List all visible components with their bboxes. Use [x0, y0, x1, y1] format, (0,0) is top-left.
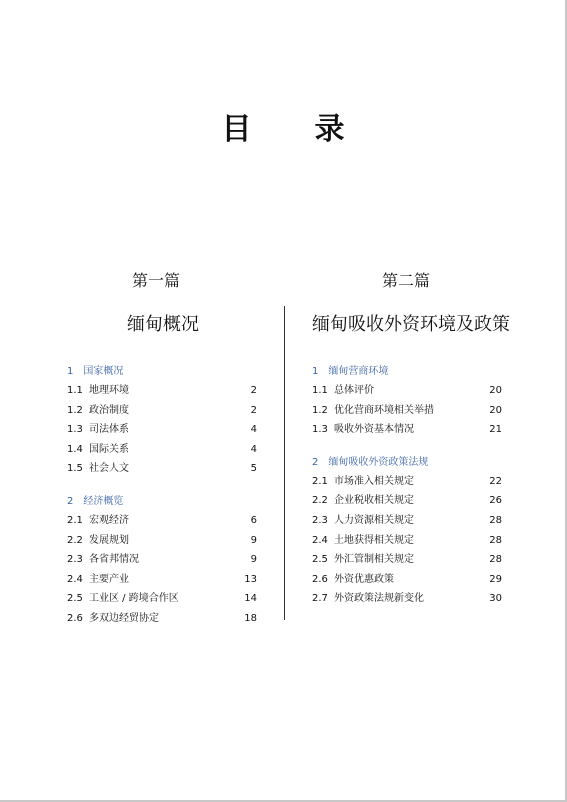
toc-entry[interactable]: [312, 589, 502, 609]
toc-entry-title: [312, 570, 394, 590]
toc-entry-title: [312, 472, 414, 492]
section-spacer: [67, 479, 257, 492]
toc-entry-text: 发展规划: [89, 534, 129, 546]
toc-entry-title: [67, 511, 129, 531]
toc-entry-number: 2.3: [312, 514, 328, 526]
toc-entry-text: 外资政策法规新变化: [334, 593, 424, 605]
section-spacer: [312, 440, 502, 453]
toc-entry-number: 2.5: [67, 593, 83, 605]
toc-entry-title: [312, 381, 374, 401]
part2-toc: [312, 362, 502, 609]
toc-entry[interactable]: [67, 589, 257, 609]
toc-entry-page: 5: [250, 463, 257, 475]
toc-entry[interactable]: [312, 420, 502, 440]
toc-section-heading: 2 缅甸吸收外资政策法规: [312, 456, 429, 468]
toc-entry-number: 2.6: [312, 573, 328, 585]
toc-entry-number: 2.2: [312, 495, 328, 507]
toc-entry[interactable]: [67, 550, 257, 570]
toc-entry-title: [67, 381, 129, 401]
toc-entry-text: 多双边经贸协定: [89, 612, 159, 624]
toc-entry-page: 2: [250, 404, 257, 416]
toc-entry[interactable]: [67, 609, 257, 629]
toc-entry[interactable]: [67, 511, 257, 531]
toc-entry-number: 2.5: [312, 554, 328, 566]
title-char-1: 目: [221, 112, 253, 147]
toc-entry[interactable]: [312, 550, 502, 570]
toc-entry-page: 26: [489, 495, 502, 507]
toc-entry-text: 外资优惠政策: [334, 573, 394, 585]
toc-entry-text: 人力资源相关规定: [334, 514, 414, 526]
toc-entry-page: 21: [489, 424, 502, 436]
toc-entry-title: [312, 420, 414, 440]
toc-entry-number: 1.4: [67, 443, 83, 455]
toc-entry[interactable]: [67, 420, 257, 440]
toc-entry[interactable]: [67, 401, 257, 421]
toc-entry-page: 4: [250, 443, 257, 455]
toc-entry-page: 6: [250, 514, 257, 526]
column-divider: [284, 306, 285, 620]
toc-entry-number: 1.3: [67, 424, 83, 436]
toc-entry-title: [67, 440, 129, 460]
toc-entry[interactable]: [67, 531, 257, 551]
toc-entry-number: 1.2: [67, 404, 83, 416]
toc-entry-page: 20: [489, 404, 502, 416]
toc-entry-page: 28: [489, 514, 502, 526]
toc-entry-page: 13: [244, 573, 257, 585]
toc-entry-text: 主要产业: [89, 573, 129, 585]
toc-entry-number: 2.1: [67, 514, 83, 526]
toc-entry-title: [67, 401, 129, 421]
toc-entry-number: 1.1: [67, 385, 83, 396]
toc-entry-title: [312, 401, 434, 421]
toc-entry-page: 9: [250, 554, 257, 566]
toc-entry-page: 9: [250, 534, 257, 546]
toc-entry-number: 2.3: [67, 554, 83, 566]
toc-entry-text: 土地获得相关规定: [334, 534, 414, 546]
toc-entry-text: 司法体系: [89, 424, 129, 436]
toc-entry-text: 企业税收相关规定: [334, 495, 414, 507]
toc-entry-number: 1.5: [67, 463, 83, 475]
part1-name: 缅甸概况: [127, 314, 199, 335]
toc-entry[interactable]: [312, 570, 502, 590]
toc-section-heading: 1 缅甸营商环境: [312, 366, 389, 377]
toc-entry-page: 20: [489, 385, 502, 396]
toc-entry-text: 工业区 / 跨境合作区: [89, 593, 179, 605]
toc-entry-text: 吸收外资基本情况: [334, 424, 414, 436]
part1-toc: [67, 362, 257, 629]
toc-entry-page: 22: [489, 475, 502, 487]
toc-entry[interactable]: [67, 570, 257, 590]
toc-entry-number: 2.7: [312, 593, 328, 605]
toc-entry-page: 28: [489, 554, 502, 566]
toc-entry-text: 宏观经济: [89, 514, 129, 526]
toc-entry-page: 2: [250, 385, 257, 396]
page-title: [0, 104, 567, 148]
toc-entry-number: 2.1: [312, 475, 328, 487]
toc-entry-text: 地理环境: [89, 385, 129, 396]
toc-entry[interactable]: [312, 472, 502, 492]
toc-entry-page: 14: [244, 593, 257, 605]
toc-entry-title: [312, 511, 414, 531]
toc-entry-page: 29: [489, 573, 502, 585]
toc-entry-number: 1.3: [312, 424, 328, 436]
toc-entry-title: [312, 550, 414, 570]
part2-label: 第二篇: [382, 271, 431, 290]
toc-entry-title: [67, 459, 129, 479]
toc-entry-page: 28: [489, 534, 502, 546]
toc-entry-title: [67, 550, 139, 570]
toc-entry[interactable]: [67, 440, 257, 460]
title-char-2: 录: [314, 112, 346, 147]
toc-entry-page: 18: [244, 612, 257, 624]
toc-entry-text: 总体评价: [334, 385, 374, 396]
toc-entry-number: 2.4: [312, 534, 328, 546]
toc-entry-title: [67, 570, 129, 590]
toc-section-heading: 1 国家概况: [67, 366, 124, 377]
toc-entry-number: 2.6: [67, 612, 83, 624]
toc-entry-text: 外汇管制相关规定: [334, 554, 414, 566]
toc-entry-text: 国际关系: [89, 443, 129, 455]
toc-entry-number: 2.4: [67, 573, 83, 585]
toc-entry-text: 各省邦情况: [89, 554, 139, 566]
toc-entry-title: [312, 589, 424, 609]
toc-entry-number: 2.2: [67, 534, 83, 546]
toc-entry[interactable]: [67, 459, 257, 479]
toc-entry-text: 市场准入相关规定: [334, 475, 414, 487]
toc-entry[interactable]: [312, 531, 502, 551]
toc-entry-text: 优化营商环境相关举措: [334, 404, 434, 416]
toc-entry-title: [67, 531, 129, 551]
toc-entry-text: 社会人文: [89, 463, 129, 475]
toc-entry-text: 政治制度: [89, 404, 129, 416]
toc-entry[interactable]: [67, 381, 257, 401]
toc-entry-number: 1.1: [312, 385, 328, 396]
toc-entry[interactable]: [312, 381, 502, 401]
toc-section-heading: 2 经济概览: [67, 495, 124, 507]
toc-entry[interactable]: [312, 511, 502, 531]
toc-entry-title: [67, 609, 159, 629]
toc-entry-title: [312, 491, 414, 511]
toc-entry-page: 30: [489, 593, 502, 605]
toc-entry-number: 1.2: [312, 404, 328, 416]
toc-entry-title: [67, 420, 129, 440]
toc-entry-page: 4: [250, 424, 257, 436]
toc-entry[interactable]: [312, 491, 502, 511]
toc-entry-title: [312, 531, 414, 551]
part1-label: 第一篇: [132, 271, 181, 290]
part2-name: 缅甸吸收外资环境及政策: [312, 314, 510, 335]
toc-entry[interactable]: [312, 401, 502, 421]
toc-entry-title: [67, 589, 179, 609]
